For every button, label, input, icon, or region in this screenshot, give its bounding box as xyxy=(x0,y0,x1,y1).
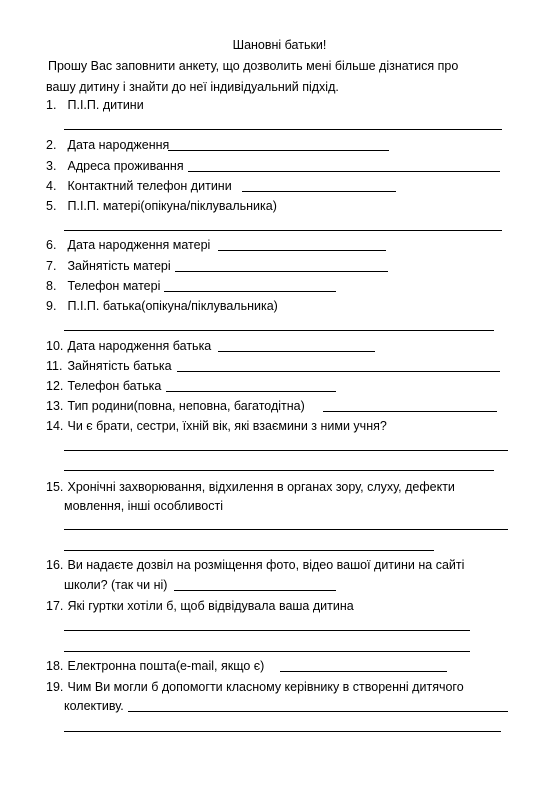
question-1 xyxy=(46,98,144,113)
question-number: 6. xyxy=(46,238,57,252)
question-15 xyxy=(46,480,455,495)
answer-line-10[interactable] xyxy=(218,351,375,352)
intro-line-1: Прошу Вас заповнити анкету, що дозволить мені більше дізнатися про xyxy=(48,59,459,73)
answer-line-9[interactable] xyxy=(64,330,494,331)
question-number: 19. xyxy=(46,680,64,694)
answer-line-8[interactable] xyxy=(164,291,336,292)
question-text: Дата народження xyxy=(67,138,170,152)
answer-line-4[interactable] xyxy=(242,191,396,192)
answer-line-17a[interactable] xyxy=(64,630,470,631)
question-13 xyxy=(46,399,305,414)
question-number: 10. xyxy=(46,339,64,353)
question-15-continued: мовлення, інші особливості xyxy=(64,499,223,513)
answer-line-5[interactable] xyxy=(64,230,502,231)
question-number: 17. xyxy=(46,599,64,613)
question-text: Зайнятість матері xyxy=(67,259,171,273)
question-number: 18. xyxy=(46,659,64,673)
question-19-continued: колективу. xyxy=(64,699,124,713)
question-9 xyxy=(46,299,278,314)
question-number: 14. xyxy=(46,419,64,433)
answer-line-14b[interactable] xyxy=(64,470,494,471)
question-8 xyxy=(46,279,160,294)
question-18 xyxy=(46,659,264,674)
answer-line-15b[interactable] xyxy=(64,550,434,551)
question-number: 3. xyxy=(46,159,57,173)
question-6 xyxy=(46,238,210,253)
question-16-continued: школи? (так чи ні) xyxy=(64,578,168,592)
question-number: 4. xyxy=(46,179,57,193)
answer-line-18[interactable] xyxy=(280,671,447,672)
question-12 xyxy=(46,379,161,394)
intro-line-2: вашу дитину і знайти до неї індивідуальний підхід. xyxy=(46,80,339,94)
question-14 xyxy=(46,419,387,434)
question-text: Ви надаєте дозвіл на розміщення фото, відео вашої дитини на сайті xyxy=(67,558,465,572)
answer-line-3[interactable] xyxy=(188,171,500,172)
question-number: 11. xyxy=(46,359,63,373)
question-number: 15. xyxy=(46,480,64,494)
answer-line-1[interactable] xyxy=(64,129,502,130)
answer-line-15a[interactable] xyxy=(64,529,508,530)
answer-line-19b[interactable] xyxy=(64,731,501,732)
answer-line-6[interactable] xyxy=(218,250,386,251)
question-number: 2. xyxy=(46,138,57,152)
answer-line-2[interactable] xyxy=(168,150,389,151)
question-text: Хронічні захворювання, відхилення в органах зору, слуху, дефекти xyxy=(67,480,455,494)
question-text: Адреса проживання xyxy=(67,159,184,173)
question-11 xyxy=(46,359,172,374)
question-number: 7. xyxy=(46,259,57,273)
question-10 xyxy=(46,339,211,354)
question-text: Електронна пошта(e-mail, якщо є) xyxy=(67,659,265,673)
question-3 xyxy=(46,159,184,174)
question-text: Зайнятість батька xyxy=(67,359,172,373)
answer-line-14a[interactable] xyxy=(64,450,508,451)
question-16 xyxy=(46,558,464,573)
question-4 xyxy=(46,179,232,194)
question-text: Контактний телефон дитини xyxy=(67,179,232,193)
page-title: Шановні батьки! xyxy=(232,38,327,52)
question-text: Дата народження батька xyxy=(67,339,212,353)
answer-line-13[interactable] xyxy=(323,411,497,412)
question-number: 16. xyxy=(46,558,64,572)
question-number: 1. xyxy=(46,98,57,112)
question-number: 9. xyxy=(46,299,57,313)
question-text: Чи є брати, сестри, їхній вік, які взаємини з ними учня? xyxy=(67,419,387,433)
question-number: 12. xyxy=(46,379,64,393)
question-text: Дата народження матері xyxy=(67,238,211,252)
answer-line-17b[interactable] xyxy=(64,651,470,652)
question-7 xyxy=(46,259,171,274)
question-text: Тип родини(повна, неповна, багатодітна) xyxy=(67,399,305,413)
question-text: П.І.П. батька(опікуна/піклувальника) xyxy=(67,299,278,313)
question-text: Телефон батька xyxy=(67,379,162,393)
question-text: Які гуртки хотіли б, щоб відвідувала ваша дитина xyxy=(67,599,354,613)
answer-line-7[interactable] xyxy=(175,271,388,272)
question-number: 13. xyxy=(46,399,64,413)
question-17 xyxy=(46,599,354,614)
question-19 xyxy=(46,680,464,695)
question-text: Телефон матері xyxy=(67,279,161,293)
answer-line-19a[interactable] xyxy=(128,711,508,712)
question-2 xyxy=(46,138,169,153)
answer-line-16[interactable] xyxy=(174,590,336,591)
question-text: П.І.П. матері(опікуна/піклувальника) xyxy=(67,199,277,213)
question-number: 5. xyxy=(46,199,57,213)
answer-line-11[interactable] xyxy=(177,371,500,372)
question-5 xyxy=(46,199,277,214)
question-text: Чим Ви могли б допомогти класному керівнику в створенні дитячого xyxy=(67,680,464,694)
answer-line-12[interactable] xyxy=(166,391,336,392)
question-number: 8. xyxy=(46,279,57,293)
question-text: П.І.П. дитини xyxy=(67,98,144,112)
